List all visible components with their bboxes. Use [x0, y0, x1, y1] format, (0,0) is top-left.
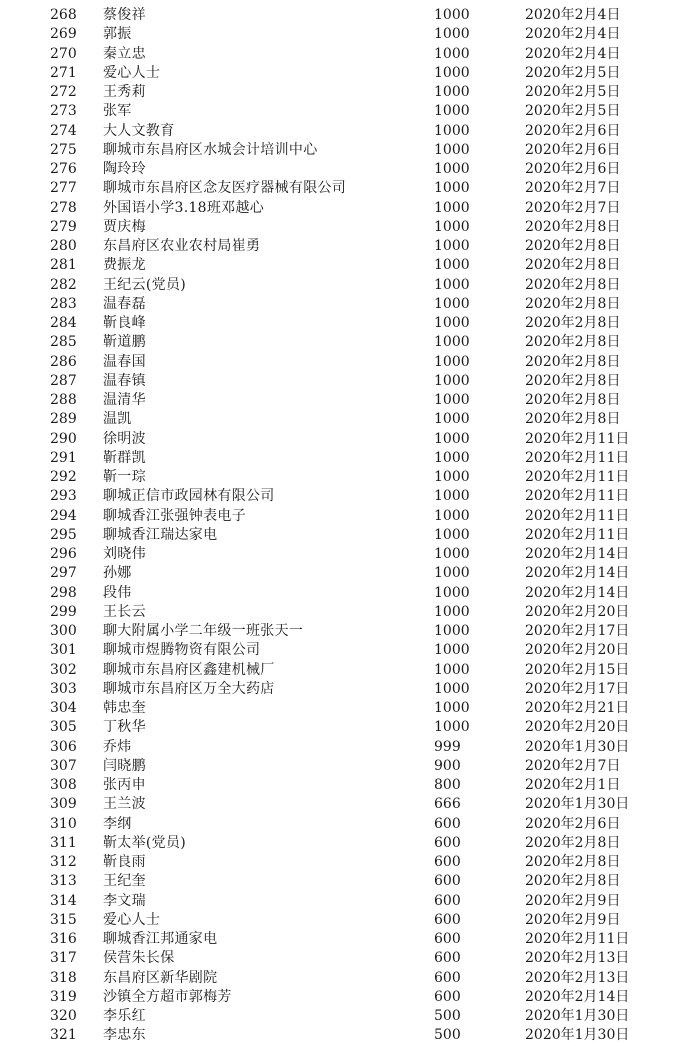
donation-date: 2020年2月8日	[525, 854, 621, 870]
donation-amount: 1000	[434, 719, 470, 736]
table-row	[0, 122, 700, 141]
donation-date: 2020年2月11日	[525, 449, 630, 466]
donation-amount: 1000	[434, 700, 470, 716]
table-row	[0, 815, 700, 834]
donor-name: 靳道鹏	[103, 334, 146, 351]
donation-date: 2020年2月8日	[525, 392, 621, 408]
donation-date: 2020年2月8日	[525, 334, 621, 351]
donation-amount: 1000	[434, 218, 470, 235]
table-row	[0, 949, 700, 968]
donation-amount: 1000	[434, 103, 470, 120]
donation-date: 2020年2月14日	[525, 565, 630, 582]
table-row	[0, 872, 700, 891]
donation-amount: 1000	[434, 141, 470, 158]
donation-date: 2020年2月14日	[525, 988, 630, 1005]
table-row	[0, 757, 700, 776]
table-row	[0, 179, 700, 198]
donation-date: 2020年2月8日	[525, 834, 621, 851]
donation-amount: 1000	[434, 161, 470, 177]
row-number: 312	[50, 854, 77, 870]
donation-date: 2020年2月14日	[525, 546, 630, 562]
table-row	[0, 333, 700, 352]
row-number: 269	[50, 26, 77, 43]
donor-name: 温凯	[103, 411, 132, 428]
donation-date: 2020年2月9日	[525, 911, 621, 928]
donation-amount: 1000	[434, 642, 470, 659]
donation-date: 2020年2月13日	[525, 950, 630, 967]
row-number: 319	[50, 988, 77, 1005]
donation-date: 2020年2月8日	[525, 353, 621, 370]
table-row	[0, 83, 700, 102]
donation-date: 2020年2月20日	[525, 719, 630, 736]
table-row	[0, 834, 700, 853]
row-number: 301	[50, 642, 77, 659]
donor-name: 靳良雨	[103, 854, 146, 870]
donation-amount: 1000	[434, 353, 470, 370]
table-row	[0, 45, 700, 64]
row-number: 314	[50, 892, 77, 909]
donation-amount: 500	[434, 1027, 461, 1044]
table-row	[0, 526, 700, 545]
donation-amount: 1000	[434, 526, 470, 543]
donation-date: 2020年1月30日	[525, 738, 630, 755]
donor-name: 王长云	[103, 603, 146, 620]
row-number: 321	[50, 1027, 77, 1044]
table-row	[0, 641, 700, 660]
donor-name: 王秀莉	[103, 84, 146, 100]
table-row	[0, 410, 700, 429]
donation-amount: 1000	[434, 238, 470, 254]
table-row	[0, 276, 700, 295]
row-number: 286	[50, 353, 77, 370]
table-row	[0, 969, 700, 988]
donation-amount: 666	[434, 796, 461, 813]
donation-amount: 600	[434, 834, 461, 851]
donation-date: 2020年2月13日	[525, 969, 630, 986]
row-number: 282	[50, 276, 77, 293]
donor-name: 聊城正信市政园林有限公司	[103, 488, 275, 505]
donor-name: 李忠东	[103, 1027, 146, 1044]
donation-amount: 1000	[434, 372, 470, 389]
donation-amount: 500	[434, 1008, 461, 1024]
table-row	[0, 892, 700, 911]
donation-amount: 1000	[434, 584, 470, 601]
donor-name: 靳太举(党员)	[103, 834, 187, 851]
donation-date: 2020年2月6日	[525, 815, 621, 832]
donation-date: 2020年2月6日	[525, 141, 621, 158]
donation-date: 2020年2月6日	[525, 122, 621, 139]
donation-amount: 1000	[434, 295, 470, 312]
donation-amount: 1000	[434, 546, 470, 562]
donation-date: 2020年2月5日	[525, 64, 621, 81]
donor-name: 聊城香江瑞达家电	[103, 526, 218, 543]
donation-date: 2020年1月30日	[525, 1027, 630, 1044]
row-number: 288	[50, 392, 77, 408]
donation-amount: 600	[434, 854, 461, 870]
row-number: 303	[50, 680, 77, 697]
donor-name: 温清华	[103, 392, 146, 408]
row-number: 278	[50, 199, 77, 216]
row-number: 316	[50, 931, 77, 947]
table-row	[0, 853, 700, 872]
donation-date: 2020年2月8日	[525, 411, 621, 428]
row-number: 287	[50, 372, 77, 389]
donation-amount: 1000	[434, 180, 470, 197]
table-row	[0, 102, 700, 121]
donation-amount: 600	[434, 969, 461, 986]
donation-date: 2020年2月4日	[525, 45, 621, 62]
donation-date: 2020年2月4日	[525, 26, 621, 43]
row-number: 283	[50, 295, 77, 312]
donation-date: 2020年2月17日	[525, 623, 630, 639]
table-row	[0, 199, 700, 218]
table-row	[0, 25, 700, 44]
donation-amount: 1000	[434, 45, 470, 62]
donor-name: 贾庆梅	[103, 218, 146, 235]
table-row	[0, 911, 700, 930]
donation-amount: 1000	[434, 507, 470, 524]
donation-date: 2020年2月8日	[525, 315, 621, 331]
donor-name: 东昌府区农业农村局崔勇	[103, 238, 261, 254]
row-number: 317	[50, 950, 77, 967]
table-row	[0, 314, 700, 333]
donation-amount: 900	[434, 757, 461, 774]
donation-date: 2020年2月8日	[525, 873, 621, 890]
donation-amount: 1000	[434, 680, 470, 697]
donor-name: 郭振	[103, 26, 132, 43]
table-row	[0, 680, 700, 699]
donation-date: 2020年2月6日	[525, 161, 621, 177]
row-number: 275	[50, 141, 77, 158]
donation-amount: 1000	[434, 623, 470, 639]
donation-amount: 600	[434, 911, 461, 928]
donation-date: 2020年2月20日	[525, 603, 630, 620]
table-row	[0, 699, 700, 718]
donation-date: 2020年2月11日	[525, 488, 630, 505]
donation-amount: 1000	[434, 26, 470, 43]
donor-name: 张丙申	[103, 777, 146, 793]
row-number: 297	[50, 565, 77, 582]
table-row	[0, 545, 700, 564]
donation-amount: 600	[434, 892, 461, 909]
donation-date: 2020年2月11日	[525, 430, 630, 447]
donor-name: 聊大附属小学二年级一班张天一	[103, 623, 304, 639]
table-row	[0, 1026, 700, 1045]
donor-name: 聊城市东昌府区鑫建机械厂	[103, 661, 275, 678]
table-row	[0, 930, 700, 949]
donor-name: 大人文教育	[103, 122, 175, 139]
donor-name: 聊城市东昌府区万全大药店	[103, 680, 275, 697]
donation-date: 2020年2月8日	[525, 257, 621, 274]
donation-date: 2020年2月11日	[525, 931, 630, 947]
table-row	[0, 295, 700, 314]
donation-amount: 600	[434, 931, 461, 947]
table-row	[0, 141, 700, 160]
row-number: 305	[50, 719, 77, 736]
donor-name: 聊城市东昌府区念友医疗器械有限公司	[103, 180, 347, 197]
row-number: 311	[50, 834, 77, 851]
row-number: 318	[50, 969, 77, 986]
donor-name: 徐明波	[103, 430, 146, 447]
donor-name: 李乐红	[103, 1008, 146, 1024]
row-number: 271	[50, 64, 77, 81]
donation-date: 2020年2月8日	[525, 238, 621, 254]
donation-date: 2020年2月8日	[525, 218, 621, 235]
donation-date: 2020年2月14日	[525, 584, 630, 601]
row-number: 306	[50, 738, 77, 755]
donation-date: 2020年2月8日	[525, 295, 621, 312]
row-number: 310	[50, 815, 77, 832]
donor-name: 闫晓鹏	[103, 757, 146, 774]
row-number: 300	[50, 623, 77, 639]
donor-name: 靳群凯	[103, 449, 146, 466]
donation-amount: 1000	[434, 392, 470, 408]
table-row	[0, 256, 700, 275]
donation-date: 2020年2月5日	[525, 84, 621, 100]
table-row	[0, 718, 700, 737]
table-row	[0, 584, 700, 603]
donation-date: 2020年2月4日	[525, 7, 621, 23]
donation-date: 2020年2月8日	[525, 372, 621, 389]
row-number: 285	[50, 334, 77, 351]
donor-name: 爱心人士	[103, 64, 161, 81]
donor-name: 外国语小学3.18班邓越心	[103, 199, 265, 216]
row-number: 272	[50, 84, 77, 100]
donor-name: 秦立忠	[103, 45, 146, 62]
donation-amount: 1000	[434, 257, 470, 274]
table-row	[0, 487, 700, 506]
donation-date: 2020年2月11日	[525, 507, 630, 524]
donation-date: 2020年2月21日	[525, 700, 630, 716]
donation-date: 2020年1月30日	[525, 796, 630, 813]
donor-name: 张军	[103, 103, 132, 120]
table-row	[0, 372, 700, 391]
donation-date: 2020年2月8日	[525, 276, 621, 293]
table-row	[0, 1007, 700, 1026]
donor-name: 费振龙	[103, 257, 146, 274]
row-number: 273	[50, 103, 77, 120]
table-row	[0, 6, 700, 25]
donor-name: 聊城香江张强钟表电子	[103, 507, 246, 524]
donation-date: 2020年2月11日	[525, 469, 630, 485]
donation-date: 2020年2月9日	[525, 892, 621, 909]
donor-name: 李纲	[103, 815, 132, 832]
donor-name: 温春国	[103, 353, 146, 370]
table-row	[0, 507, 700, 526]
row-number: 307	[50, 757, 77, 774]
row-number: 290	[50, 430, 77, 447]
donation-date: 2020年2月7日	[525, 199, 621, 216]
donation-date: 2020年2月17日	[525, 680, 630, 697]
donation-amount: 800	[434, 777, 461, 793]
donor-name: 靳一琮	[103, 469, 146, 485]
row-number: 296	[50, 546, 77, 562]
donor-name: 王兰波	[103, 796, 146, 813]
row-number: 320	[50, 1008, 77, 1024]
donation-amount: 1000	[434, 488, 470, 505]
table-row	[0, 449, 700, 468]
donation-date: 2020年2月11日	[525, 526, 630, 543]
row-number: 289	[50, 411, 77, 428]
table-row	[0, 622, 700, 641]
donor-name: 孙娜	[103, 565, 132, 582]
donation-amount: 1000	[434, 7, 470, 23]
donor-name: 段伟	[103, 584, 132, 601]
donor-name: 侯营朱长保	[103, 950, 175, 967]
row-number: 299	[50, 603, 77, 620]
row-number: 280	[50, 238, 77, 254]
donation-date: 2020年2月15日	[525, 661, 630, 678]
donation-amount: 600	[434, 815, 461, 832]
row-number: 302	[50, 661, 77, 678]
table-row	[0, 661, 700, 680]
donation-amount: 1000	[434, 603, 470, 620]
donation-amount: 1000	[434, 315, 470, 331]
row-number: 298	[50, 584, 77, 601]
donation-date: 2020年2月7日	[525, 757, 621, 774]
row-number: 279	[50, 218, 77, 235]
table-row	[0, 353, 700, 372]
table-row	[0, 160, 700, 179]
donation-date: 2020年2月7日	[525, 180, 621, 197]
donor-name: 王纪云(党员)	[103, 276, 187, 293]
donor-name: 王纪奎	[103, 873, 146, 890]
donation-amount: 600	[434, 950, 461, 967]
table-row	[0, 391, 700, 410]
row-number: 292	[50, 469, 77, 485]
donation-amount: 1000	[434, 411, 470, 428]
donor-name: 丁秋华	[103, 719, 146, 736]
donation-amount: 1000	[434, 334, 470, 351]
table-row	[0, 468, 700, 487]
donation-date: 2020年1月30日	[525, 1008, 630, 1024]
donation-amount: 1000	[434, 276, 470, 293]
donor-name: 乔炜	[103, 738, 132, 755]
donor-name: 韩忠奎	[103, 700, 146, 716]
row-number: 304	[50, 700, 77, 716]
row-number: 293	[50, 488, 77, 505]
donor-name: 蔡俊祥	[103, 7, 146, 23]
table-row	[0, 603, 700, 622]
donation-amount: 1000	[434, 122, 470, 139]
donor-name: 聊城市东昌府区水城会计培训中心	[103, 141, 318, 158]
donation-amount: 1000	[434, 64, 470, 81]
table-row	[0, 430, 700, 449]
donor-name: 聊城香江邦通家电	[103, 931, 218, 947]
table-row	[0, 988, 700, 1007]
row-number: 294	[50, 507, 77, 524]
donor-name: 陶玲玲	[103, 161, 146, 177]
row-number: 268	[50, 7, 77, 23]
donation-amount: 1000	[434, 84, 470, 100]
donor-name: 温春磊	[103, 295, 146, 312]
donation-amount: 600	[434, 988, 461, 1005]
donor-name: 温春镇	[103, 372, 146, 389]
donor-name: 爱心人士	[103, 911, 161, 928]
table-row	[0, 64, 700, 83]
donation-amount: 1000	[434, 469, 470, 485]
donation-amount: 1000	[434, 449, 470, 466]
donation-table	[0, 6, 700, 1046]
table-row	[0, 237, 700, 256]
donor-name: 东昌府区新华剧院	[103, 969, 218, 986]
row-number: 295	[50, 526, 77, 543]
donation-amount: 1000	[434, 661, 470, 678]
row-number: 277	[50, 180, 77, 197]
row-number: 309	[50, 796, 77, 813]
donor-name: 沙镇全方超市郭梅芳	[103, 988, 232, 1005]
row-number: 281	[50, 257, 77, 274]
donation-amount: 999	[434, 738, 461, 755]
row-number: 308	[50, 777, 77, 793]
row-number: 270	[50, 45, 77, 62]
table-row	[0, 776, 700, 795]
row-number: 315	[50, 911, 77, 928]
row-number: 313	[50, 873, 77, 890]
donor-name: 聊城市煜腾物资有限公司	[103, 642, 261, 659]
row-number: 274	[50, 122, 77, 139]
donation-date: 2020年2月1日	[525, 777, 621, 793]
row-number: 276	[50, 161, 77, 177]
donation-amount: 600	[434, 873, 461, 890]
donation-amount: 1000	[434, 565, 470, 582]
row-number: 291	[50, 449, 77, 466]
donation-amount: 1000	[434, 199, 470, 216]
table-row	[0, 738, 700, 757]
donor-name: 靳良峰	[103, 315, 146, 331]
donor-name: 李文瑞	[103, 892, 146, 909]
donation-date: 2020年2月5日	[525, 103, 621, 120]
table-row	[0, 564, 700, 583]
table-row	[0, 218, 700, 237]
donation-amount: 1000	[434, 430, 470, 447]
table-row	[0, 795, 700, 814]
row-number: 284	[50, 315, 77, 331]
donor-name: 刘晓伟	[103, 546, 146, 562]
donation-date: 2020年2月20日	[525, 642, 630, 659]
